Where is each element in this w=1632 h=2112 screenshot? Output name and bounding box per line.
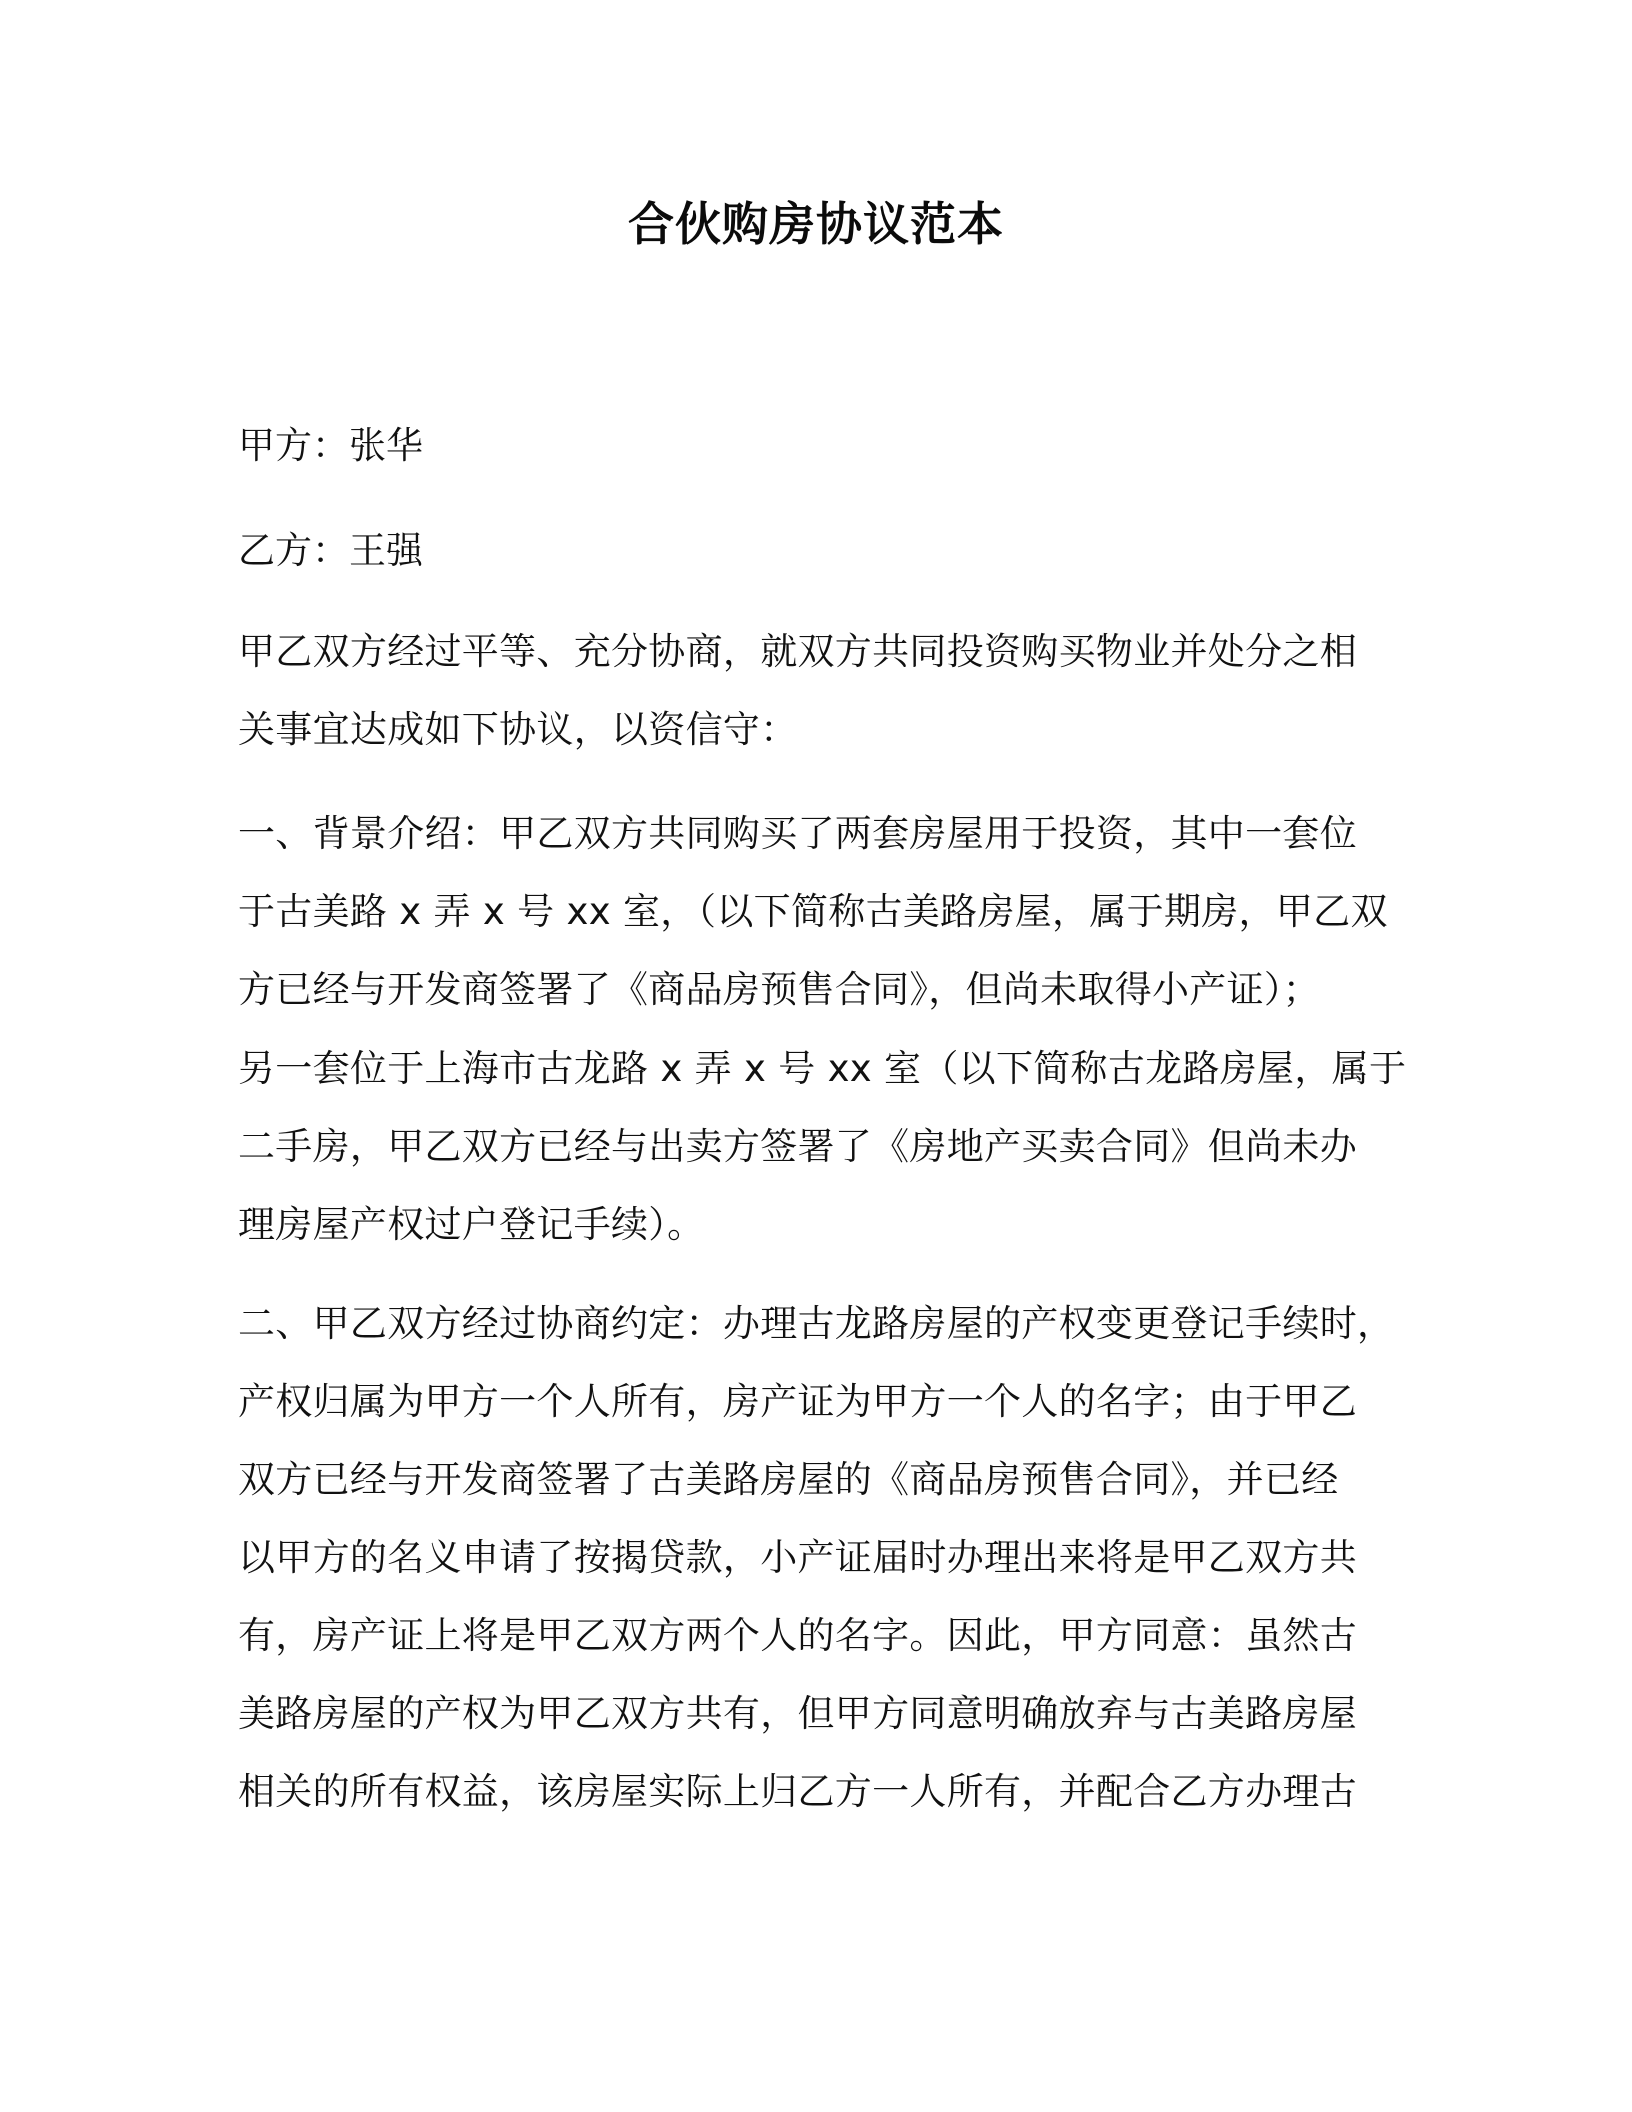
paragraph-line: 双方已经与开发商签署了古美路房屋的《商品房预售合同》，并已经 — [238, 1458, 1339, 1501]
section-one-paragraph — [238, 795, 1398, 1029]
paragraph-line: 于古美路 x 弄 x 号 xx 室，（以下简称古美路房屋，属于期房，甲乙双 — [238, 890, 1388, 933]
paragraph-line: 有，房产证上将是甲乙双方两个人的名字。因此，甲方同意：虽然古 — [238, 1614, 1357, 1657]
paragraph-line: 产权归属为甲方一个人所有，房产证为甲方一个人的名字；由于甲乙 — [238, 1380, 1357, 1423]
paragraph-line: 关事宜达成如下协议，以资信守： — [238, 708, 798, 751]
party-a: 甲方：张华 — [238, 424, 423, 467]
party-b: 乙方：王强 — [238, 529, 423, 572]
paragraph-line: 甲乙双方经过平等、充分协商，就双方共同投资购买物业并处分之相 — [238, 630, 1357, 673]
paragraph-line: 方已经与开发商签署了《商品房预售合同》，但尚未取得小产证）； — [238, 968, 1320, 1011]
paragraph-line: 理房屋产权过户登记手续）。 — [238, 1203, 705, 1246]
paragraph-line: 另一套位于上海市古龙路 x 弄 x 号 xx 室（以下简称古龙路房屋，属于 — [238, 1047, 1407, 1090]
paragraph-line: 一、背景介绍：甲乙双方共同购买了两套房屋用于投资，其中一套位 — [238, 812, 1357, 855]
paragraph-line: 二手房，甲乙双方已经与出卖方签署了《房地产买卖合同》但尚未办 — [238, 1125, 1357, 1168]
paragraph-line: 以甲方的名义申请了按揭贷款，小产证届时办理出来将是甲乙双方共 — [238, 1536, 1357, 1579]
section-two-paragraph — [238, 1285, 1398, 1831]
paragraph-line: 二、甲乙双方经过协商约定：办理古龙路房屋的产权变更登记手续时， — [238, 1302, 1395, 1345]
paragraph-line: 美路房屋的产权为甲乙双方共有，但甲方同意明确放弃与古美路房屋 — [238, 1692, 1357, 1735]
section-one-continuation — [238, 1030, 1407, 1264]
intro-paragraph — [238, 613, 1398, 769]
document-title: 合伙购房协议范本 — [628, 197, 1004, 251]
paragraph-line: 相关的所有权益，该房屋实际上归乙方一人所有，并配合乙方办理古 — [238, 1770, 1357, 1813]
